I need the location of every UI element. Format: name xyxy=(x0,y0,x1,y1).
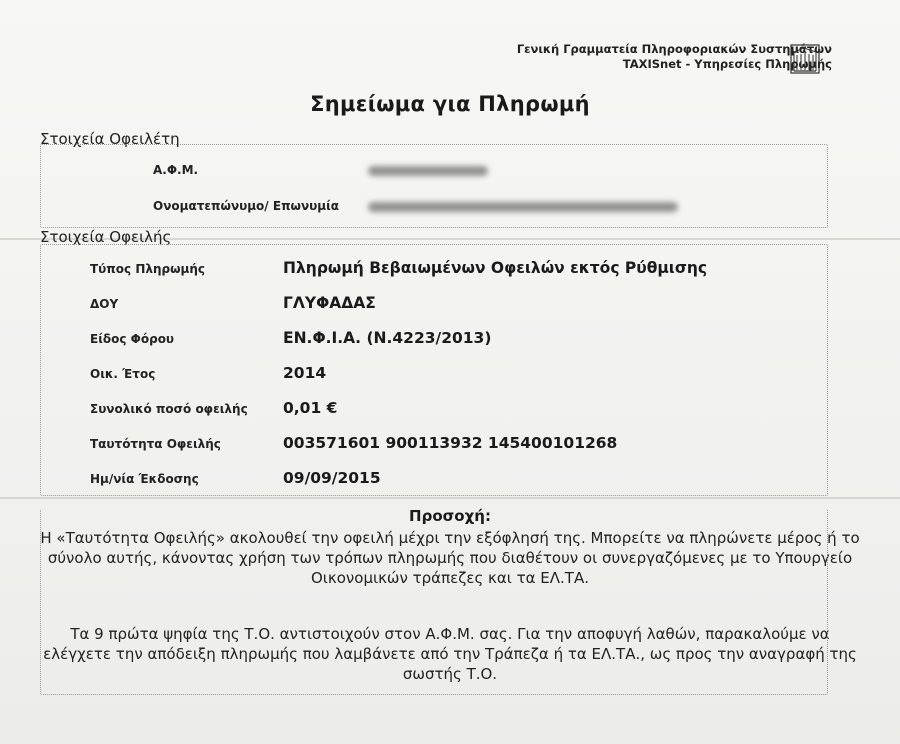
tax-type-value: ΕΝ.Φ.Ι.Α. (Ν.4223/2013) xyxy=(283,329,492,347)
payment-type-value: Πληρωμή Βεβαιωμένων Οφειλών εκτός Ρύθμισης xyxy=(283,259,708,277)
debtor-box xyxy=(40,144,828,228)
notice-paragraph-1: Η «Ταυτότητα Οφειλής» ακολουθεί την οφειλή μέχρι την εξόφλησή της. Μπορείτε να πληρώνετε μέρος ή το σύνολο αυτής, κάνοντας χρήση των τρόπων πληρωμής που διαθέτουν οι συνεργαζόμενες με το Υπουργείο Οικονομικών τράπεζες και τα ΕΛ.ΤΑ. xyxy=(40,529,860,587)
header-line-1: Γενική Γραμματεία Πληροφοριακών Συστημάτων xyxy=(516,42,832,56)
afm-redacted xyxy=(368,166,488,176)
fiscal-year-label: Οικ. Έτος xyxy=(90,367,156,381)
debt-section-label: Στοιχεία Οφειλής xyxy=(40,228,172,246)
total-amount-value: 0,01 € xyxy=(283,399,338,417)
tax-type-label: Είδος Φόρου xyxy=(90,332,175,346)
issue-date-value: 09/09/2015 xyxy=(283,469,381,487)
paper-fold xyxy=(0,497,900,499)
header-agency xyxy=(517,42,832,72)
name-label: Ονοματεπώνυμο/ Επωνυμία xyxy=(153,199,340,213)
doy-label: ΔΟΥ xyxy=(90,297,119,311)
notice-title: Προσοχή: xyxy=(409,507,491,525)
debtor-section-label: Στοιχεία Οφειλέτη xyxy=(40,130,180,148)
doy-value: ΓΛΥΦΑΔΑΣ xyxy=(283,294,376,312)
debt-box xyxy=(40,244,828,496)
notice-box xyxy=(40,509,828,695)
notice-paragraph-2: Τα 9 πρώτα ψηφία της Τ.Ο. αντιστοιχούν στον Α.Φ.Μ. σας. Για την αποφυγή λαθών, παρακαλούμε να ελέγχετε την απόδειξη πληρωμής που λαμβάνετε από την Τράπεζα ή τα ΕΛ.ΤΑ., ως προς την αναγραφή της σωστής Τ.Ο. xyxy=(43,625,857,683)
fiscal-year-value: 2014 xyxy=(283,364,327,382)
payment-type-label: Τύπος Πληρωμής xyxy=(90,262,206,276)
afm-label: Α.Φ.Μ. xyxy=(153,163,199,177)
debt-id-label: Ταυτότητα Οφειλής xyxy=(90,437,221,451)
total-amount-label: Συνολικό ποσό οφειλής xyxy=(90,402,248,416)
header-line-2: TAXISnet - Υπηρεσίες Πληρωμής xyxy=(622,57,832,71)
page-title: Σημείωμα για Πληρωμή xyxy=(310,92,590,116)
name-redacted xyxy=(368,202,678,212)
debt-id-value: 003571601 900113932 145400101268 xyxy=(283,434,618,452)
issue-date-label: Ημ/νία Έκδοσης xyxy=(90,472,199,486)
gge-logo-icon xyxy=(790,44,820,74)
